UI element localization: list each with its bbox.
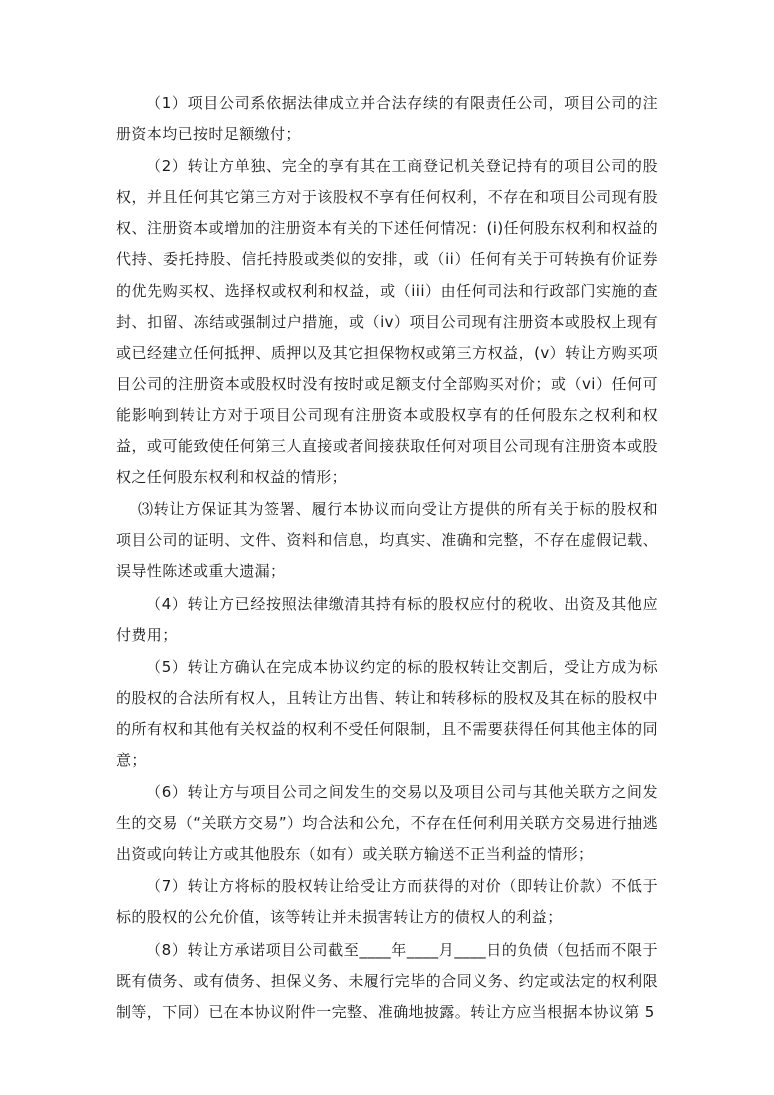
- document-body: [116, 88, 658, 1029]
- clause-5: （5）转让方确认在完成本协议约定的标的股权转让交割后，受让方成为标的股权的合法所有权人，且转让方出售、转让和转移标的股权及其在标的股权中的所有权和其他有关权益的权利不受任何限制，且不需要获得任何其他主体的同意；: [116, 657, 658, 769]
- clause-7: （7）转让方将标的股权转让给受让方而获得的对价（即转让价款）不低于标的股权的公允价值，该等转让并未损害转让方的债权人的利益；: [116, 877, 658, 927]
- clause-8: （8）转让方承诺项目公司截至____年____月____日的负债（包括而不限于既有债务、或有债务、担保义务、未履行完毕的合同义务、约定或法定的权利限制等，下同）已在本协议附件一完整、准确地披露。转让方应当根据本协议第 5: [116, 940, 658, 1021]
- clause-3: ⑶转让方保证其为签署、履行本协议而向受让方提供的所有关于标的股权和项目公司的证明、文件、资料和信息，均真实、准确和完整，不存在虚假记载、误导性陈述或重大遗漏；: [116, 500, 658, 581]
- clause-2: （2）转让方单独、完全的享有其在工商登记机关登记持有的项目公司的股权，并且任何其它第三方对于该股权不享有任何权利，不存在和项目公司现有股权、注册资本或增加的注册资本有关的下述任何情况：(i)任何股东权利和权益的代持、委托持股、信托持股或类似的安排，或（ii）任何有关于可转换有价证券的优先购买权、选择权或权利和权益，或（iii）由任何司法和行政部门实施的查封、扣留、冻结或强制过户措施，或（iv）项目公司现有注册资本或股权上现有或已经建立任何抵押、质押以及其它担保物权或第三方权益，(v）转让方购买项目公司的注册资本或股权时没有按时或足额支付全部购买对价；或（vi）任何可能影响到转让方对于项目公司现有注册资本或股权享有的任何股东之权利和权益，或可能致使任何第三人直接或者间接获取任何对项目公司现有注册资本或股权之任何股东权利和权益的情形；: [116, 157, 658, 487]
- clause-1: （1）项目公司系依据法律成立并合法存续的有限责任公司，项目公司的注册资本均已按时足额缴付；: [116, 94, 658, 144]
- clause-4: （4）转让方已经按照法律缴清其持有标的股权应付的税收、出资及其他应付费用；: [116, 594, 658, 644]
- clause-6: （6）转让方与项目公司之间发生的交易以及项目公司与其他关联方之间发生的交易（“关联方交易”）均合法和公允，不存在任何利用关联方交易进行抽逃出资或向转让方或其他股东（如有）或关联方输送不正当利益的情形；: [116, 783, 658, 864]
